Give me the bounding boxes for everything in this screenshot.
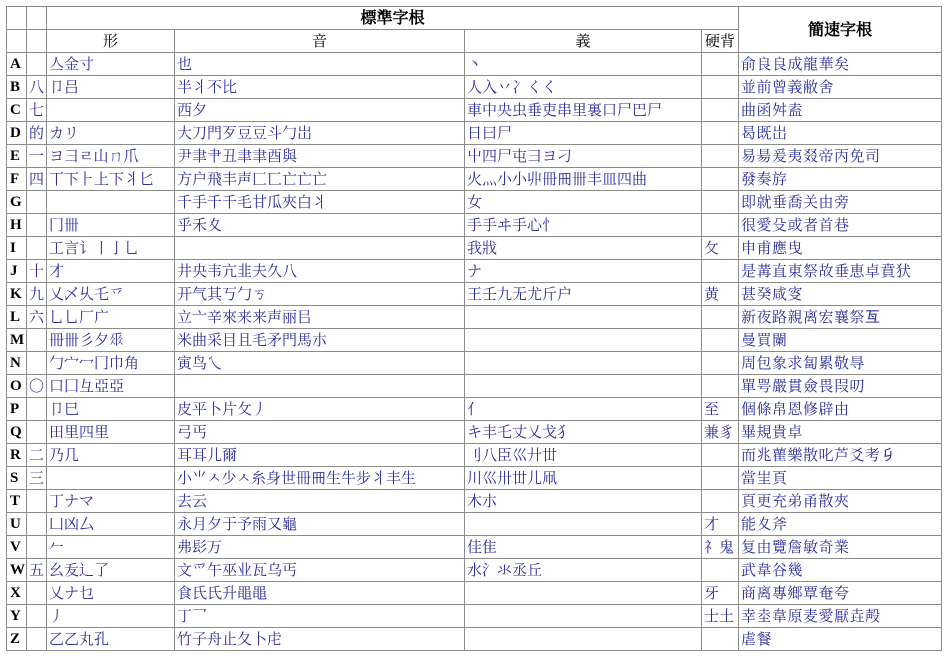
meaning-cell: 火灬小小丱冊𠕁卌丰皿四曲 bbox=[465, 168, 702, 191]
rote-cell bbox=[702, 145, 739, 168]
fast-radical-cell: 甚癸咸叜 bbox=[739, 283, 942, 306]
rote-cell bbox=[702, 375, 739, 398]
number-cell: 十 bbox=[27, 260, 47, 283]
fast-radical-cell: 曲函舛盍 bbox=[739, 99, 942, 122]
fast-radical-cell: 武韋谷幾 bbox=[739, 559, 942, 582]
fast-radical-cell: 曷既岀 bbox=[739, 122, 942, 145]
form-cell bbox=[47, 467, 175, 490]
sound-cell: 大刀門歹豆豆斗勹岀 bbox=[175, 122, 465, 145]
meaning-cell: 日曰尸 bbox=[465, 122, 702, 145]
sound-cell: 弓丐 bbox=[175, 421, 465, 444]
fast-radical-cell: 是冓直東祭故垂恵卓賁犾 bbox=[739, 260, 942, 283]
table-row bbox=[7, 628, 942, 651]
fast-radical-cell: 並前曾義敝舍 bbox=[739, 76, 942, 99]
table-row bbox=[7, 306, 942, 329]
rote-cell bbox=[702, 214, 739, 237]
corner-cell-2 bbox=[27, 7, 47, 30]
sound-cell: 寅鸟乀 bbox=[175, 352, 465, 375]
rote-cell: 牙 bbox=[702, 582, 739, 605]
table-row bbox=[7, 536, 942, 559]
letter-cell: K bbox=[7, 283, 27, 306]
fast-radical-cell: 周包象求匐累敬㝵 bbox=[739, 352, 942, 375]
fast-radical-cell: 易昜爰夷叕帝丙免司 bbox=[739, 145, 942, 168]
sound-cell: 米曲采目且毛矛門馬朩 bbox=[175, 329, 465, 352]
fast-radical-cell: 俞良良成龍華矣 bbox=[739, 53, 942, 76]
form-cell: カリ bbox=[47, 122, 175, 145]
letter-cell: C bbox=[7, 99, 27, 122]
sound-header: 音 bbox=[175, 30, 465, 53]
rote-cell bbox=[702, 559, 739, 582]
rote-cell bbox=[702, 168, 739, 191]
form-cell: 冊卌彡夕𠂹 bbox=[47, 329, 175, 352]
form-cell: 乚乚厂广 bbox=[47, 306, 175, 329]
rote-cell: 才 bbox=[702, 513, 739, 536]
form-cell: 乂乄乆乇乊 bbox=[47, 283, 175, 306]
meaning-cell: 水氵氺丞丘 bbox=[465, 559, 702, 582]
number-cell: 二 bbox=[27, 444, 47, 467]
fast-radicals-header: 簡速字根 bbox=[739, 7, 942, 53]
meaning-cell bbox=[465, 628, 702, 651]
fast-radical-cell: 曼買闌 bbox=[739, 329, 942, 352]
number-cell bbox=[27, 398, 47, 421]
fast-radical-cell: 新夜路親离宏襄祭𠀕 bbox=[739, 306, 942, 329]
letter-cell: H bbox=[7, 214, 27, 237]
form-cell: 凵凶厶 bbox=[47, 513, 175, 536]
number-cell bbox=[27, 536, 47, 559]
sound-cell: 小⺌ㅅ少ㅅ糸身世冊𠕁生牛步丬丰生 bbox=[175, 467, 465, 490]
letter-cell: O bbox=[7, 375, 27, 398]
sound-cell: 竹子舟止夂卜虍 bbox=[175, 628, 465, 651]
fast-radical-cell: 頁更充弟甬散夾 bbox=[739, 490, 942, 513]
letter-cell: W bbox=[7, 559, 27, 582]
form-cell: 卩吕 bbox=[47, 76, 175, 99]
meaning-cell: ナ bbox=[465, 260, 702, 283]
sound-cell: 开气其丂勹ㄎ bbox=[175, 283, 465, 306]
form-cell: 田里四里 bbox=[47, 421, 175, 444]
letter-cell: A bbox=[7, 53, 27, 76]
table-row bbox=[7, 191, 942, 214]
form-cell: 丿 bbox=[47, 605, 175, 628]
sound-cell: 西夕 bbox=[175, 99, 465, 122]
fast-radical-cell: 單咢嚴貫僉畏叚叨 bbox=[739, 375, 942, 398]
meaning-cell bbox=[465, 582, 702, 605]
form-cell: 冂卌 bbox=[47, 214, 175, 237]
sound-cell: 丁乛 bbox=[175, 605, 465, 628]
meaning-header: 義 bbox=[465, 30, 702, 53]
table-row bbox=[7, 145, 942, 168]
form-cell: 幺叐辶了 bbox=[47, 559, 175, 582]
letter-cell: I bbox=[7, 237, 27, 260]
rote-cell bbox=[702, 99, 739, 122]
form-cell: 丅下⺊上下丬匕 bbox=[47, 168, 175, 191]
sound-cell bbox=[175, 237, 465, 260]
fast-radical-cell: 幸坴韋原麦愛厭垚殸 bbox=[739, 605, 942, 628]
number-cell: 三 bbox=[27, 467, 47, 490]
table-row bbox=[7, 76, 942, 99]
letter-cell: T bbox=[7, 490, 27, 513]
meaning-cell: 川巛卅丗儿凧 bbox=[465, 467, 702, 490]
fast-radical-cell: 虐餐 bbox=[739, 628, 942, 651]
rote-header: 硬背 bbox=[702, 30, 739, 53]
fast-radical-cell: 當㞷頁 bbox=[739, 467, 942, 490]
meaning-cell: 亻 bbox=[465, 398, 702, 421]
table-body bbox=[7, 53, 942, 651]
number-cell bbox=[27, 490, 47, 513]
table-row bbox=[7, 352, 942, 375]
rote-cell: 至 bbox=[702, 398, 739, 421]
rote-cell: 兼豸 bbox=[702, 421, 739, 444]
form-cell: 勹宀冖冂巾角 bbox=[47, 352, 175, 375]
letter-cell: Q bbox=[7, 421, 27, 444]
meaning-cell: 刂八臣巛廾丗 bbox=[465, 444, 702, 467]
rote-cell bbox=[702, 122, 739, 145]
sound-cell: 立亠辛來来来声丽㠯 bbox=[175, 306, 465, 329]
meaning-cell: 佳隹 bbox=[465, 536, 702, 559]
table-row bbox=[7, 398, 942, 421]
rote-cell bbox=[702, 76, 739, 99]
table-row bbox=[7, 490, 942, 513]
table-row bbox=[7, 168, 942, 191]
form-header: 形 bbox=[47, 30, 175, 53]
form-cell: 乃几 bbox=[47, 444, 175, 467]
number-cell bbox=[27, 237, 47, 260]
table-row bbox=[7, 375, 942, 398]
rote-cell bbox=[702, 444, 739, 467]
number-cell: 八 bbox=[27, 76, 47, 99]
sound-cell: 文爫午巫业瓦乌丐 bbox=[175, 559, 465, 582]
corner-cell-4 bbox=[27, 30, 47, 53]
number-cell: 七 bbox=[27, 99, 47, 122]
rote-cell bbox=[702, 53, 739, 76]
number-cell: 六 bbox=[27, 306, 47, 329]
fast-radical-cell: 商离專鄉覃奄夸 bbox=[739, 582, 942, 605]
form-cell: 𠂉 bbox=[47, 536, 175, 559]
fast-radical-cell: 而兆雚樂散叱芦爻考𠂎 bbox=[739, 444, 942, 467]
fast-radical-cell: 申甫應曳 bbox=[739, 237, 942, 260]
number-cell bbox=[27, 191, 47, 214]
rote-cell bbox=[702, 306, 739, 329]
letter-cell: J bbox=[7, 260, 27, 283]
rote-cell bbox=[702, 329, 739, 352]
number-cell bbox=[27, 352, 47, 375]
rote-cell bbox=[702, 490, 739, 513]
meaning-cell: 人入丷冫くく bbox=[465, 76, 702, 99]
sound-cell: 半丬不比 bbox=[175, 76, 465, 99]
corner-cell bbox=[7, 7, 27, 30]
rote-cell: 黄 bbox=[702, 283, 739, 306]
table-row bbox=[7, 582, 942, 605]
form-cell: 丁ナマ bbox=[47, 490, 175, 513]
meaning-cell: 我戕 bbox=[465, 237, 702, 260]
number-cell bbox=[27, 329, 47, 352]
letter-cell: N bbox=[7, 352, 27, 375]
rote-cell bbox=[702, 260, 739, 283]
form-cell bbox=[47, 191, 175, 214]
form-cell bbox=[47, 99, 175, 122]
fast-radical-cell: 能夊斧 bbox=[739, 513, 942, 536]
number-cell bbox=[27, 53, 47, 76]
sound-cell: 永月夕于予雨又龜 bbox=[175, 513, 465, 536]
letter-cell: L bbox=[7, 306, 27, 329]
number-cell: 的 bbox=[27, 122, 47, 145]
fast-radical-cell: 畢規貴卓 bbox=[739, 421, 942, 444]
table-row bbox=[7, 122, 942, 145]
table-row bbox=[7, 467, 942, 490]
number-cell bbox=[27, 628, 47, 651]
number-cell bbox=[27, 582, 47, 605]
meaning-cell bbox=[465, 605, 702, 628]
standard-radicals-header: 標準字根 bbox=[47, 7, 739, 30]
letter-cell: V bbox=[7, 536, 27, 559]
number-cell: 五 bbox=[27, 559, 47, 582]
table-row bbox=[7, 214, 942, 237]
sound-cell: 耳耳儿爾 bbox=[175, 444, 465, 467]
meaning-cell: 車中央虫垂吏串里裏口尸巴尸 bbox=[465, 99, 702, 122]
letter-cell: S bbox=[7, 467, 27, 490]
table-row bbox=[7, 605, 942, 628]
sound-cell: 乎禾夊 bbox=[175, 214, 465, 237]
table-row bbox=[7, 421, 942, 444]
table-row bbox=[7, 559, 942, 582]
rote-cell: 攵 bbox=[702, 237, 739, 260]
meaning-cell: 王壬九无尤斤户 bbox=[465, 283, 702, 306]
form-cell: 卩巳 bbox=[47, 398, 175, 421]
rote-cell bbox=[702, 352, 739, 375]
rote-cell: 士土 bbox=[702, 605, 739, 628]
fast-radical-cell: 發奏斿 bbox=[739, 168, 942, 191]
number-cell bbox=[27, 421, 47, 444]
letter-cell: F bbox=[7, 168, 27, 191]
table-row bbox=[7, 260, 942, 283]
sound-cell: 去云 bbox=[175, 490, 465, 513]
letter-cell: Y bbox=[7, 605, 27, 628]
corner-cell-3 bbox=[7, 30, 27, 53]
table-row bbox=[7, 329, 942, 352]
fast-radical-cell: 個條帛恩修辟由 bbox=[739, 398, 942, 421]
form-cell: 亼金寸 bbox=[47, 53, 175, 76]
letter-cell: B bbox=[7, 76, 27, 99]
table-row bbox=[7, 513, 942, 536]
letter-cell: X bbox=[7, 582, 27, 605]
letter-cell: U bbox=[7, 513, 27, 536]
form-cell: 乙乙丸孔 bbox=[47, 628, 175, 651]
sound-cell: 食氏氏升黽黽 bbox=[175, 582, 465, 605]
number-cell bbox=[27, 605, 47, 628]
number-cell bbox=[27, 513, 47, 536]
meaning-cell: 丶 bbox=[465, 53, 702, 76]
fast-radical-cell: 即就垂喬关由旁 bbox=[739, 191, 942, 214]
meaning-cell: 女 bbox=[465, 191, 702, 214]
sound-cell: 也 bbox=[175, 53, 465, 76]
fast-radical-cell: 很愛殳或者首巷 bbox=[739, 214, 942, 237]
form-cell: ヨ彐ㄹ山ㄇ爪 bbox=[47, 145, 175, 168]
rote-cell bbox=[702, 467, 739, 490]
rote-cell: 礻鬼 bbox=[702, 536, 739, 559]
sound-cell: 井央韦亢韭夫久八 bbox=[175, 260, 465, 283]
sound-cell bbox=[175, 375, 465, 398]
table-row bbox=[7, 99, 942, 122]
number-cell bbox=[27, 214, 47, 237]
sound-cell: 皮平卜片攵丿 bbox=[175, 398, 465, 421]
sound-cell: 千手千千毛甘瓜夾白丬 bbox=[175, 191, 465, 214]
letter-cell: E bbox=[7, 145, 27, 168]
letter-cell: M bbox=[7, 329, 27, 352]
rote-cell bbox=[702, 191, 739, 214]
meaning-cell bbox=[465, 513, 702, 536]
form-cell: 口囗彑亞亞 bbox=[47, 375, 175, 398]
letter-cell: Z bbox=[7, 628, 27, 651]
number-cell: 九 bbox=[27, 283, 47, 306]
meaning-cell: 屮四尸屯彐ヨ刁 bbox=[465, 145, 702, 168]
table-row bbox=[7, 53, 942, 76]
meaning-cell: 手手ヰ手心忄 bbox=[465, 214, 702, 237]
number-cell: 一 bbox=[27, 145, 47, 168]
table-row bbox=[7, 444, 942, 467]
letter-cell: G bbox=[7, 191, 27, 214]
sound-cell: 弗髟万 bbox=[175, 536, 465, 559]
fast-radical-cell: 复由覽詹敏奇業 bbox=[739, 536, 942, 559]
meaning-cell bbox=[465, 306, 702, 329]
form-cell: 才 bbox=[47, 260, 175, 283]
letter-cell: R bbox=[7, 444, 27, 467]
meaning-cell: キ丰乇丈乂戈犭 bbox=[465, 421, 702, 444]
radical-table bbox=[6, 6, 942, 651]
number-cell: 〇 bbox=[27, 375, 47, 398]
letter-cell: D bbox=[7, 122, 27, 145]
number-cell: 四 bbox=[27, 168, 47, 191]
sound-cell: 方户飛丰声匚匸亡亡亡 bbox=[175, 168, 465, 191]
meaning-cell bbox=[465, 375, 702, 398]
table-row bbox=[7, 283, 942, 306]
rote-cell bbox=[702, 628, 739, 651]
meaning-cell: 木朩 bbox=[465, 490, 702, 513]
sound-cell: 尹聿肀丑聿聿酉與 bbox=[175, 145, 465, 168]
header-row-1 bbox=[7, 7, 942, 30]
form-cell: 乂ナ乜 bbox=[47, 582, 175, 605]
meaning-cell bbox=[465, 352, 702, 375]
letter-cell: P bbox=[7, 398, 27, 421]
meaning-cell bbox=[465, 329, 702, 352]
form-cell: 工言讠丨亅乚 bbox=[47, 237, 175, 260]
table-row bbox=[7, 237, 942, 260]
